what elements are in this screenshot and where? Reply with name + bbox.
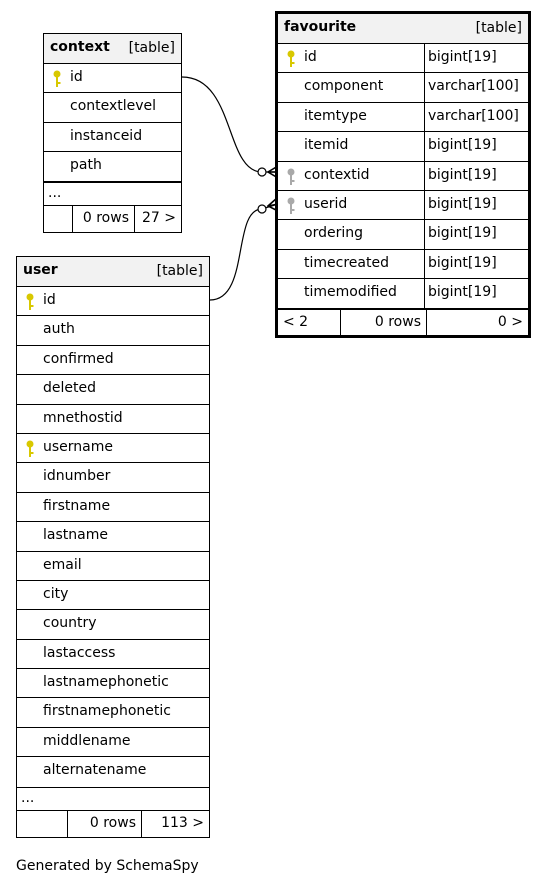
column-name: ordering	[304, 225, 363, 242]
column-name: id	[43, 292, 56, 308]
column-name: timemodified	[304, 284, 397, 301]
favourite-column-row[interactable]	[278, 103, 528, 132]
next-link[interactable]	[426, 310, 528, 335]
column-type: bigint[19]	[428, 137, 497, 154]
children-count-link[interactable]: 27 >	[142, 209, 176, 226]
favourite-column-row[interactable]	[278, 279, 528, 308]
user-column-row[interactable]	[17, 552, 209, 581]
column-name: username	[43, 438, 113, 455]
column-name: itemid	[304, 137, 349, 154]
user-column-row[interactable]	[17, 463, 209, 492]
user-column-row[interactable]	[17, 581, 209, 610]
prev-link[interactable]	[278, 310, 340, 335]
context-column-row[interactable]	[44, 152, 181, 181]
user-column-row[interactable]	[17, 434, 209, 463]
user-column-row[interactable]	[17, 375, 209, 404]
context-id-to-favourite-contextid-link	[182, 77, 278, 172]
children-count-link[interactable]: 0 >	[497, 313, 523, 330]
favourite-column-row[interactable]	[278, 44, 528, 73]
column-name: lastname	[43, 527, 108, 544]
favourite-column-row[interactable]	[278, 191, 528, 220]
user-column-row[interactable]	[17, 493, 209, 522]
column-name: itemtype	[304, 107, 367, 124]
context-column-row[interactable]	[44, 93, 181, 122]
column-name: email	[43, 556, 82, 573]
favourite-column-row[interactable]	[278, 132, 528, 161]
column-name: contextlevel	[70, 98, 157, 115]
column-name: confirmed	[43, 350, 114, 367]
column-name: id	[304, 49, 317, 65]
user-id-to-favourite-userid-link	[210, 204, 278, 300]
primary-key-icon	[25, 440, 35, 458]
favourite-table[interactable]	[275, 11, 531, 338]
user-table-footer	[17, 811, 209, 837]
column-type: bigint[19]	[428, 284, 497, 301]
user-table-header[interactable]	[17, 257, 209, 287]
column-type: bigint[19]	[428, 254, 497, 271]
column-name: instanceid	[70, 127, 143, 144]
favourite-table-type: [table]	[475, 20, 522, 36]
user-column-row[interactable]	[17, 640, 209, 669]
favourite-table-header[interactable]	[278, 14, 528, 44]
user-column-row[interactable]	[17, 405, 209, 434]
favourite-column-row[interactable]	[278, 250, 528, 279]
generated-by-label: Generated by SchemaSpy	[16, 858, 199, 874]
column-type: bigint[19]	[428, 166, 497, 183]
primary-key-icon	[286, 50, 296, 68]
column-name: middlename	[43, 732, 131, 749]
rows-count: 0 rows	[89, 814, 136, 831]
column-type: bigint[19]	[428, 225, 497, 242]
rows-count: 0 rows	[82, 209, 129, 226]
user-table-type: [table]	[156, 263, 203, 279]
rows-count: 0 rows	[374, 313, 421, 330]
favourite-column-row[interactable]	[278, 162, 528, 191]
column-name: firstnamephonetic	[43, 703, 171, 720]
ellipsis-text: ...	[21, 789, 35, 806]
column-name: firstname	[43, 497, 111, 514]
user-column-row[interactable]	[17, 757, 209, 786]
context-table-header[interactable]	[44, 34, 181, 64]
column-name: lastaccess	[43, 644, 116, 661]
user-column-row[interactable]	[17, 728, 209, 757]
favourite-column-row[interactable]	[278, 73, 528, 102]
user-column-list	[17, 287, 209, 787]
column-name: component	[304, 78, 384, 95]
column-name: deleted	[43, 380, 96, 397]
column-name: timecreated	[304, 254, 389, 271]
user-more-columns	[17, 787, 209, 811]
foreign-key-icon	[286, 168, 296, 186]
context-table-footer	[44, 206, 181, 232]
context-table-type: [table]	[128, 40, 175, 56]
children-count-link[interactable]: 113 >	[161, 814, 204, 831]
user-table[interactable]	[16, 256, 210, 838]
user-column-row[interactable]	[17, 316, 209, 345]
next-link[interactable]	[141, 811, 209, 837]
parents-count-link[interactable]: < 2	[283, 313, 309, 330]
column-type: varchar[100]	[428, 78, 519, 95]
column-name: id	[70, 69, 83, 85]
primary-key-icon	[52, 70, 62, 88]
column-name: idnumber	[43, 468, 111, 485]
user-column-row[interactable]	[17, 287, 209, 316]
favourite-column-row[interactable]	[278, 220, 528, 249]
column-name: country	[43, 615, 97, 632]
column-name: city	[43, 585, 69, 602]
user-column-row[interactable]	[17, 610, 209, 639]
context-column-row[interactable]	[44, 64, 181, 93]
column-type: bigint[19]	[428, 49, 497, 65]
user-table-name[interactable]: user	[23, 262, 58, 278]
user-link-optional-marker	[258, 205, 266, 213]
column-name: lastnamephonetic	[43, 674, 169, 691]
column-type: bigint[19]	[428, 195, 497, 212]
user-column-row[interactable]	[17, 522, 209, 551]
favourite-table-name[interactable]: favourite	[284, 19, 357, 35]
user-column-row[interactable]	[17, 698, 209, 727]
column-name: path	[70, 157, 102, 174]
column-name: mnethostid	[43, 409, 123, 426]
context-table[interactable]	[43, 33, 182, 233]
context-column-row[interactable]	[44, 123, 181, 152]
ellipsis-text: ...	[48, 184, 62, 201]
foreign-key-icon	[286, 197, 296, 215]
column-name: contextid	[304, 166, 370, 183]
user-column-row[interactable]	[17, 346, 209, 375]
next-link[interactable]	[134, 206, 181, 232]
column-type: varchar[100]	[428, 107, 519, 124]
context-more-columns	[44, 182, 181, 206]
user-column-row[interactable]	[17, 669, 209, 698]
favourite-table-footer	[278, 309, 528, 335]
column-name: auth	[43, 321, 75, 338]
context-table-name[interactable]: context	[50, 39, 110, 55]
column-name: userid	[304, 195, 348, 212]
context-link-optional-marker	[258, 168, 266, 176]
primary-key-icon	[25, 293, 35, 311]
column-name: alternatename	[43, 762, 147, 779]
